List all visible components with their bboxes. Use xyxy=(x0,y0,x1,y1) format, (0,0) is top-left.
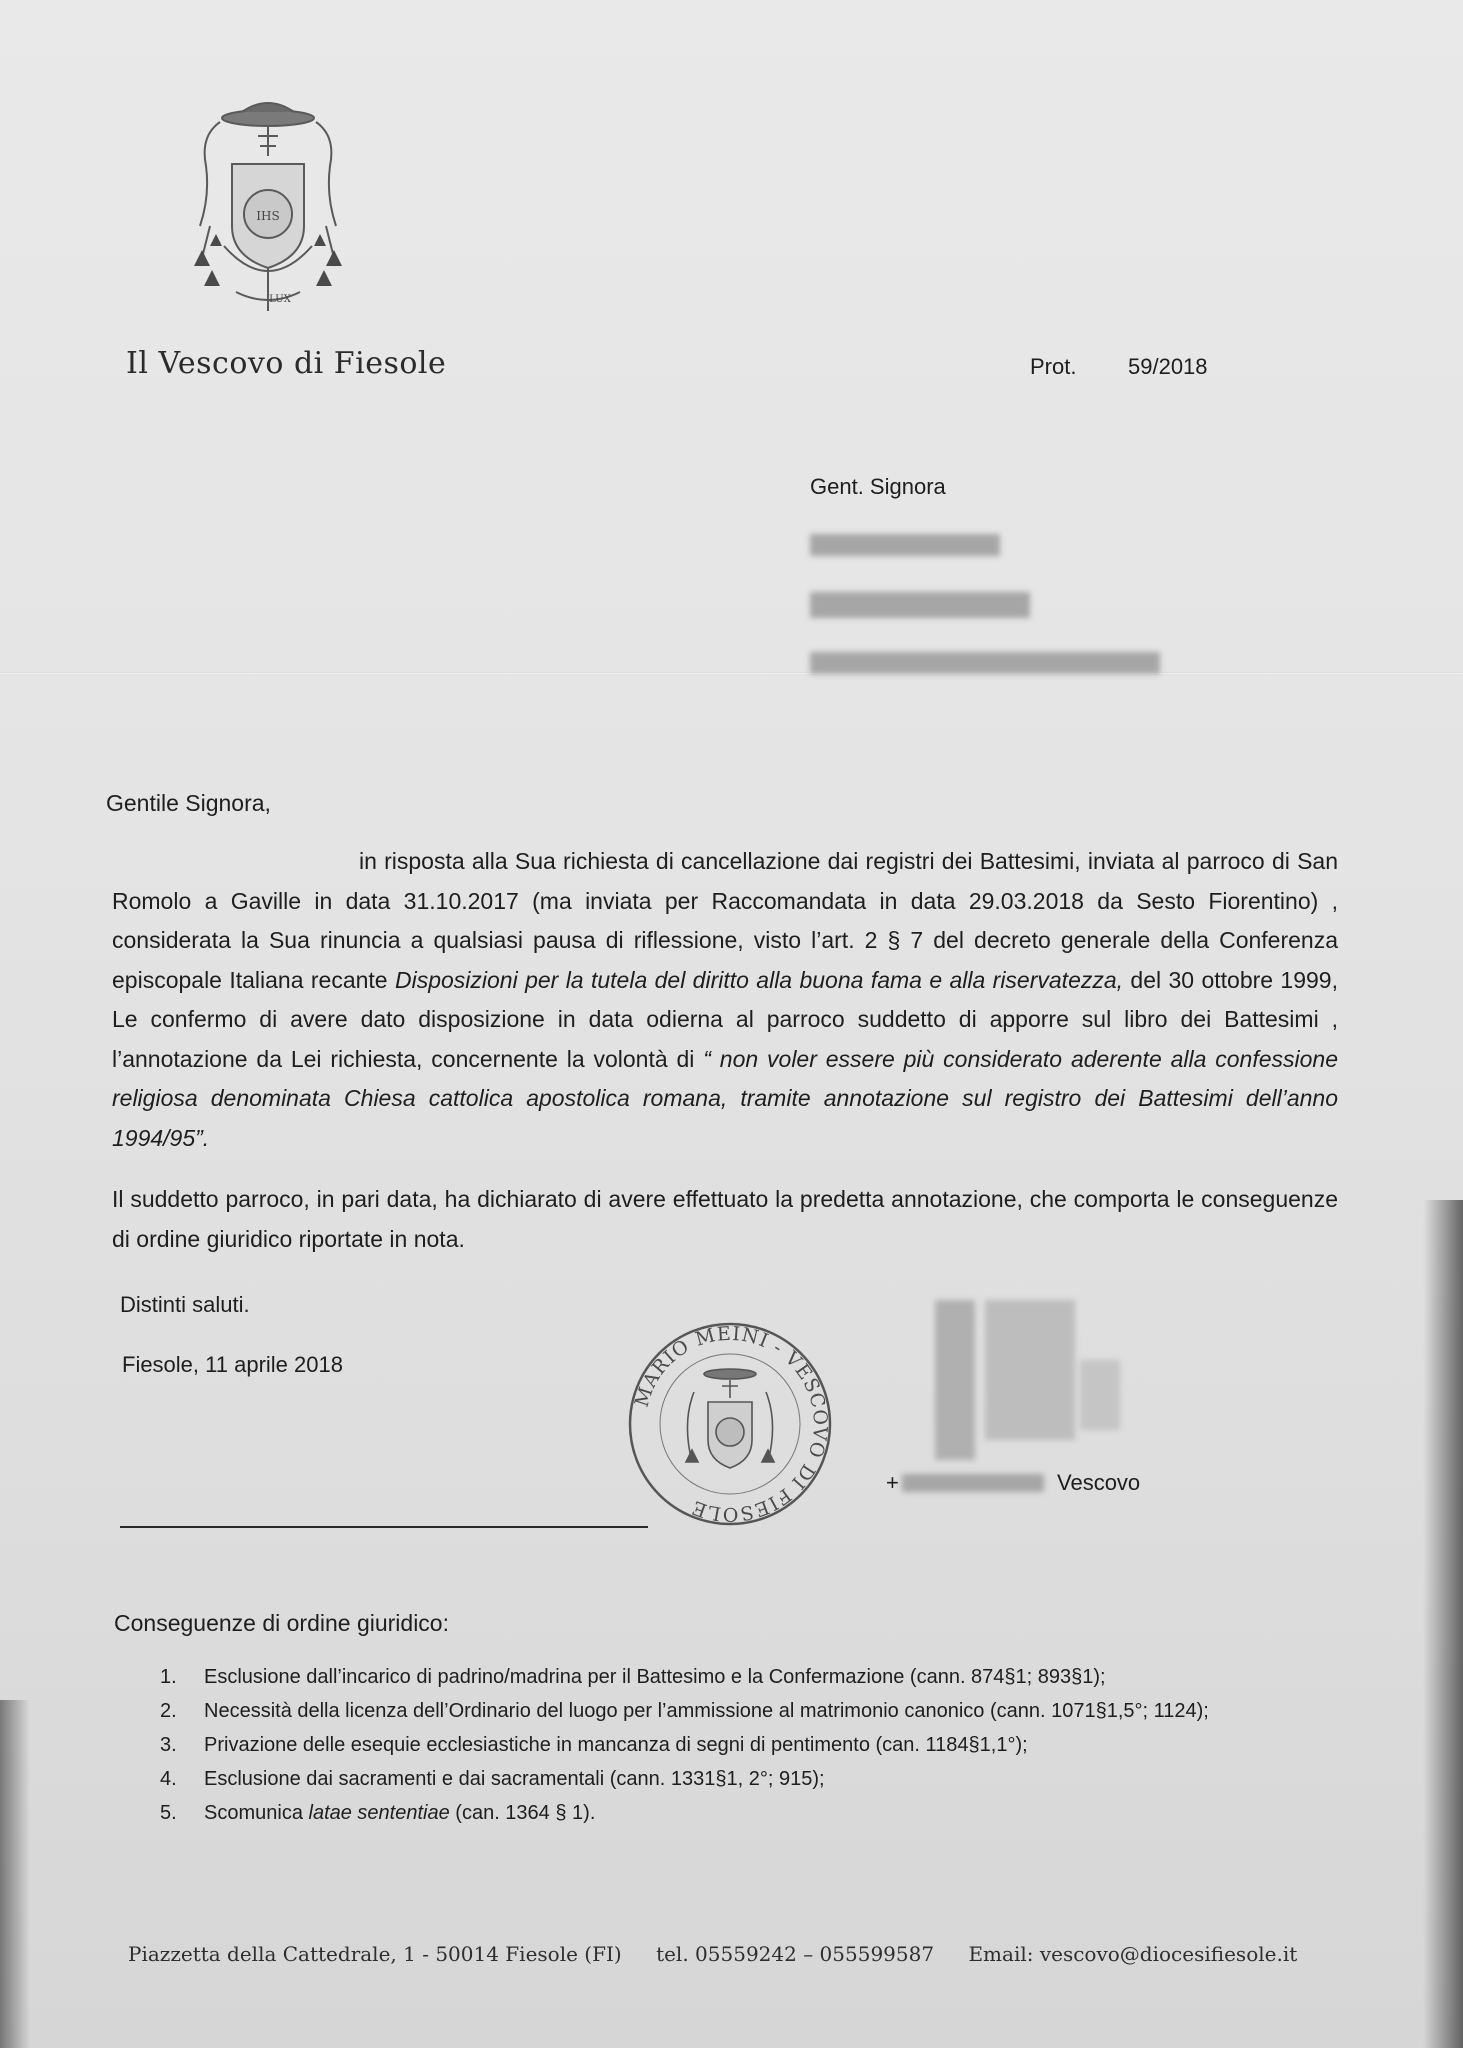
redacted-signature xyxy=(985,1300,1075,1440)
episcopal-seal xyxy=(628,1322,832,1526)
salutation: Gentile Signora, xyxy=(106,790,271,816)
redacted-name xyxy=(810,534,1000,556)
signature-cross: + xyxy=(886,1470,899,1495)
svg-text:LUX: LUX xyxy=(269,294,291,305)
body-paragraph-2: Il suddetto parroco, in pari data, ha dichiarato di avere effettuato la predetta annotazione, che comporta le conseguenze di ordine giuridico riportate in nota. xyxy=(112,1186,1338,1252)
footer-email: Email: vescovo@diocesifiesole.it xyxy=(968,1942,1298,1966)
addressee-line: Gent. Signora xyxy=(810,474,946,499)
list-item: 4. Esclusione dai sacramenti e dai sacramentali (cann. 1331§1, 2°; 915); xyxy=(160,1768,825,1790)
footer-address: Piazzetta della Cattedrale, 1 - 50014 Fiesole (FI) xyxy=(128,1942,622,1966)
coat-of-arms-icon xyxy=(180,96,356,318)
list-item: 3. Privazione delle esequie ecclesiastiche in mancanza di segni di pentimento (can. 1184§1,1°); xyxy=(160,1734,1028,1756)
paper-fold xyxy=(0,672,1463,675)
edge-shadow xyxy=(0,1700,30,2048)
closing: Distinti saluti. xyxy=(120,1292,250,1317)
edge-shadow xyxy=(1423,1200,1463,2048)
signature-role: Vescovo xyxy=(1057,1470,1141,1495)
notes-separator xyxy=(120,1526,648,1528)
redacted-signature xyxy=(935,1300,975,1460)
list-item: 2. Necessità della licenza dell’Ordinario del luogo per l’ammissione al matrimonio canonico (cann. 1071§1,5°; 1124); xyxy=(160,1700,1209,1722)
letter-footer xyxy=(128,1942,1348,1966)
letterhead-title: Il Vescovo di Fiesole xyxy=(126,346,447,381)
list-item: 5. Scomunica latae sententiae (can. 1364 § 1). xyxy=(160,1802,596,1824)
redacted-city xyxy=(810,652,1160,674)
footer-phone: tel. 05559242 – 055599587 xyxy=(656,1942,935,1966)
redacted-signature xyxy=(1080,1360,1120,1430)
svg-text:IHS: IHS xyxy=(256,209,280,223)
list-item: 1. Esclusione dall’incarico di padrino/madrina per il Battesimo e la Confermazione (cann. 874§1; 893§1); xyxy=(160,1666,1106,1688)
notes-list xyxy=(160,1660,1340,1830)
body-paragraph-1: in risposta alla Sua richiesta di cancellazione dai registri dei Battesimi, inviata al parroco di San Romolo a Gaville in data 31.10.2017 (ma inviata per Raccomandata in data 29.03.2018 da Sesto Fiorentino) , considerata la Sua rinuncia a qualsiasi pausa di riflessione, visto l’art. 2 § 7 del decreto generale della Conferenza episcopale Italiana recante Disposizioni per la tutela del diritto alla buona fama e alla riservatezza, del 30 ottobre 1999, Le confermo di avere dato disposizione in data odierna al parroco suddetto di apporre sul libro dei Battesimi , l’annotazione da Lei richiesta, concernente la volontà di “ non voler essere più considerato aderente alla confessione religiosa denominata Chiesa cattolica apostolica romana, tramite annotazione sul registro dei Battesimi dell’anno 1994/95”. xyxy=(112,848,1338,1151)
protocol-label: Prot. xyxy=(1030,354,1077,379)
redacted-bishop-name xyxy=(902,1474,1044,1492)
protocol-number: 59/2018 xyxy=(1128,354,1208,379)
svg-text:MARIO MEINI - VESCOVO DI FIESO: MARIO MEINI - VESCOVO DI FIESOLE xyxy=(630,1322,832,1526)
notes-title: Conseguenze di ordine giuridico: xyxy=(114,1610,449,1636)
place-date: Fiesole, 11 aprile 2018 xyxy=(122,1352,343,1377)
seal-arms-icon xyxy=(686,1369,774,1468)
redacted-address xyxy=(810,592,1030,618)
